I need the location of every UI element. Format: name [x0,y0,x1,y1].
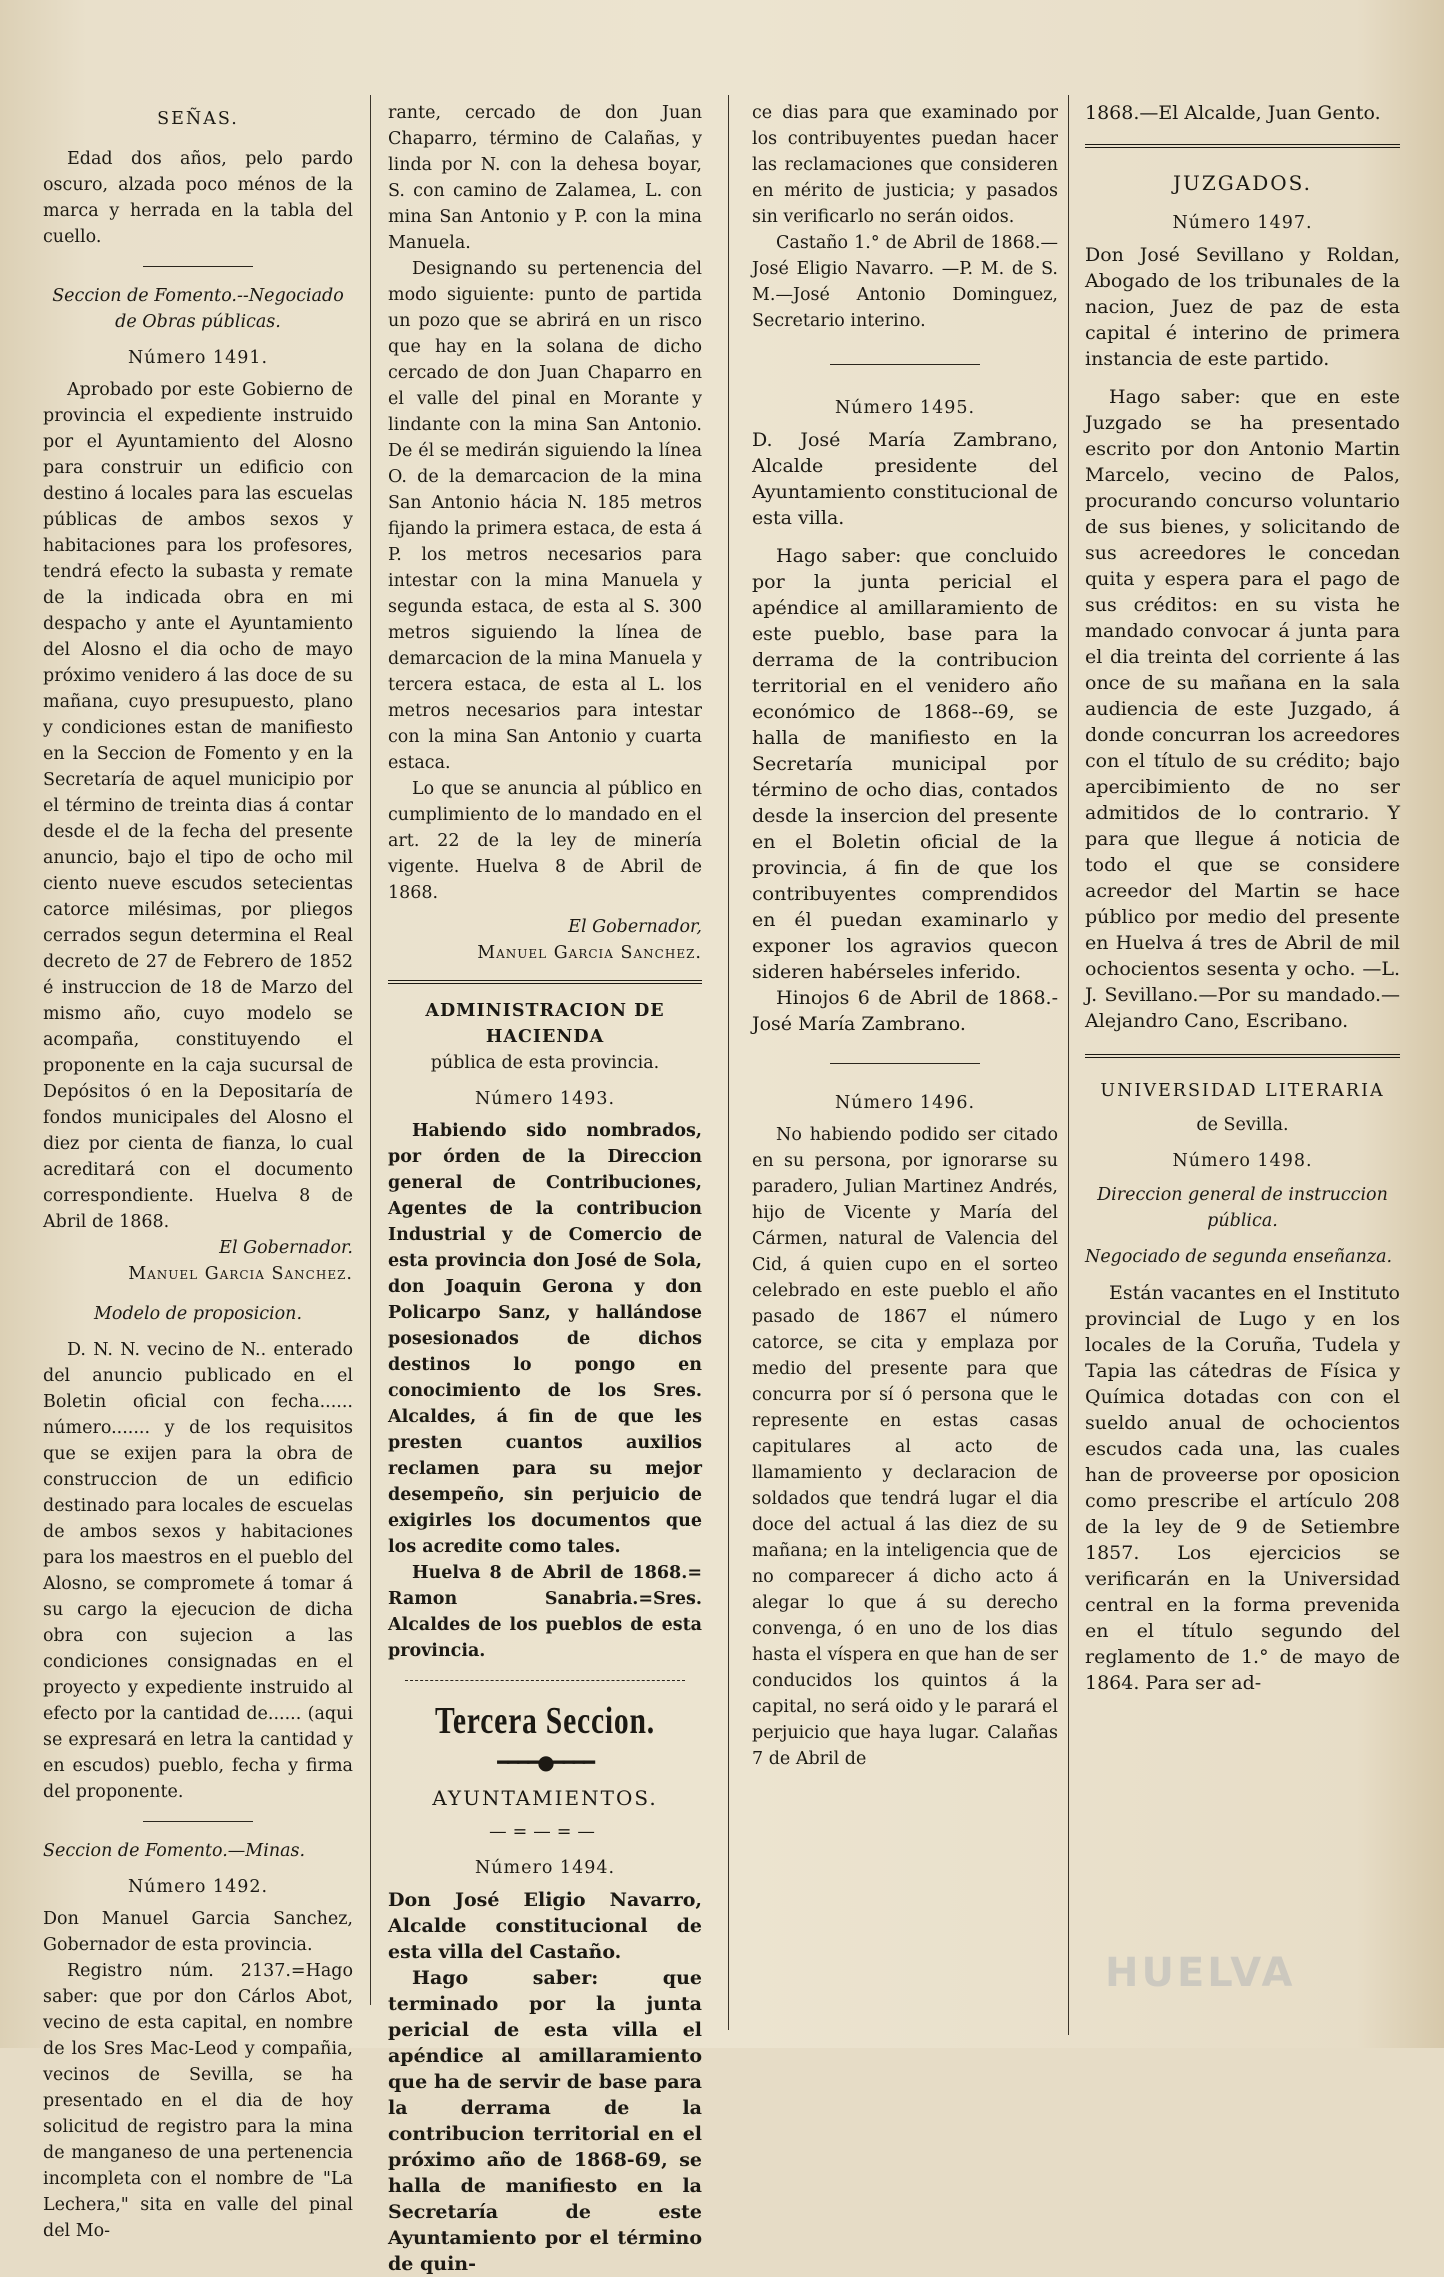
universidad-title: UNIVERSIDAD LITERARIA [1100,1081,1385,1101]
notice-number-1496: Número 1496. [834,1093,976,1113]
notice-1492-head: Don Manuel Garcia Sanchez, Gobernador de esta provincia. [43,1909,353,1955]
column-2 [388,100,702,2275]
column-rule-3 [1068,95,1069,2035]
notice-number-1494: Número 1494. [474,1858,616,1878]
notice-1495-text: Hago saber: que concluido por la junta pericial el apéndice al amillaramiento de este pueblo, base para la derrama de la contribucion territorial en el venidero año económico de 1868--69, se halla de manifiesto en la Secretaría municipal por término de ocho dias, contados desde la insercion del presente en el Boletin oficial de la provincia, á fin de que los contribuyentes comprendidos en él puedan examinarlo y exponer los agravios quecon sideren habérseles inferido. [752,545,1058,983]
section-divider [1085,144,1400,148]
notice-1493-text: Habiendo sido nombrados, por órden de la Direccion general de Contribuciones, Agentes de la contribucion Industrial y de Comercio de esta provincia don José de Sola, don Joaquin Gerona y don Policarpo Sanz, y hallándose posesionados de dichos destinos lo pongo en conocimiento de los Sres. Alcaldes, á fin de que les presten cuantos auxilios reclamen para su mejor desempeño, sin perjuicio de exigirles los documentos que los acredite como tales. [388,1121,702,1557]
tercera-seccion-title: Tercera Seccion. [435,1700,655,1742]
ornament-divider: ━━━━●━━━━ [497,1750,593,1774]
divider [830,1063,980,1064]
signature-title: El Gobernador. [219,1238,353,1258]
notice-1497-text: Hago saber: que en este Juzgado se ha presentado escrito por don Antonio Martin Marcelo, vecino de Palos, procurando concurso voluntario de sus bienes, y solicitando de sus acreedores le concedan quita y espera para el pago de sus créditos: en su vista he mandado convocar á junta para el dia treinta del corriente á las once de su mañana en la sala audiencia de este Juzgado, á donde concurran los acreedores con el título de su crédito; bajo apercibimiento de no ser admitidos de lo contrario. Y para que llegue á noticia de todo el que se considere acreedor del Martin se hace público por medio del presente en Huelva á tres de Abril de mil ochocientos sesenta y ocho. —L. J. Sevillano.—Por su mandado.—Alejandro Cano, Escribano. [1085,386,1400,1032]
notice-number-1492: Número 1492. [127,1877,269,1897]
signature-name: Manuel Garcia Sanchez. [128,1264,353,1284]
senas-text: Edad dos años, pelo pardo oscuro, alzada poco ménos de la marca y herrada en la tabla del cuello. [43,149,353,247]
notice-number-1491: Número 1491. [127,348,269,368]
ayuntamientos-title: AYUNTAMIENTOS. [432,1786,658,1810]
signature-title: El Gobernador, [568,917,702,937]
juzgados-title: JUZGADOS. [1173,171,1312,195]
admin-hacienda-subtitle: pública de esta provincia. [430,1053,660,1073]
notice-number-1497: Número 1497. [1172,213,1313,233]
notice-1494-head: Don José Eligio Navarro, Alcalde constitucional de esta villa del Castaño. [388,1889,702,1963]
column-4 [1085,100,1400,2030]
column-1 [43,100,353,2241]
notice-1492-text: Registro núm. 2137.=Hago saber: que por don Cárlos Abot, vecino de esta capital, en nombre de los Sres Mac-Leod y compañia, vecinos de Sevilla, se ha presentado en el dia de hoy solicitud de registro para la mina de manganeso de una pertenencia incompleta con el nombre de "La Lechera," sita en valle del pinal del Mo- [43,1961,353,2241]
divider [143,266,253,267]
divider [143,1821,253,1822]
notice-1496-continued: 1868.—El Alcalde, Juan Gento. [1085,102,1381,124]
column-3 [752,100,1058,2030]
section-fomento-obras: Seccion de Fomento.--Negociado de Obras públicas. [52,286,344,332]
notice-1495-head: D. José María Zambrano, Alcalde presidente del Ayuntamiento constitucional de esta villa. [752,429,1058,529]
negociado: Negociado de segunda enseñanza. [1085,1247,1393,1267]
notice-1495-text-b: Hinojos 6 de Abril de 1868.-José María Zambrano. [752,987,1058,1035]
divider [830,364,980,365]
section-divider [388,980,702,984]
notice-1494-text: Hago saber: que terminado por la junta pericial de esta villa el apéndice al amillaramiento que ha de servir de base para la derrama de la contribucion territorial en el próximo año de 1868-69, se halla de manifiesto en la Secretaría de este Ayuntamiento por el término de quin- [388,1967,702,2275]
admin-hacienda-title: ADMINISTRACION DE HACIENDA [425,1001,665,1047]
notice-1491-text: Aprobado por este Gobierno de provincia el expediente instruido por el Ayuntamiento del Alosno para construir un edificio con destino á locales para las escuelas públicas de ambos sexos y habitaciones para los profesores, tendrá efecto la subasta y remate de la indicada obra en mi despacho y ante el Ayuntamiento del Alosno el dia ocho de mayo próximo venidero á las doce de su mañana, cuyo presupuesto, plano y condiciones estan de manifiesto en la Seccion de Fomento y en la Secretaría de aquel municipio por el término de treinta dias á contar desde el de la fecha del presente anuncio, bajo el tipo de ocho mil ciento nueve escudos setecientas catorce milésimas, por pliegos cerrados segun determina el Real decreto de 27 de Febrero de 1852 é instruccion de 18 de Marzo del mismo año, cuyo modelo se acompaña, constituyendo el proponente en la caja sucursal de Depósitos ó en la Depositaría de fondos municipales del Alosno el diez por cienta de fianza, lo cual acreditará con el documento correspondiente. Huelva 8 de Abril de 1868. [43,380,353,1232]
section-fomento-minas: Seccion de Fomento.—Minas. [43,1841,306,1861]
notice-number-1493: Número 1493. [474,1089,616,1109]
notice-1494-continued: ce dias para que examinado por los contribuyentes puedan hacer las reclamaciones que consideren en mérito de justicia; y pasados sin verificarlo no serán oidos. [752,103,1058,227]
notice-number-1495: Número 1495. [834,398,976,418]
notice-1492-text-b: Designando su pertenencia del modo siguiente: punto de partida un pozo que se abrirá en un risco que hay en la solana de dicho cercado de don Juan Chaparro en el valle del pinal en Morante y lindante con la mina San Antonio. De él se medirán siguiendo la línea O. de la demarcacion de la mina San Antonio hácia N. 185 metros fijando la primera estaca, de esta á P. los metros necesarios para intestar con la mina Manuela y segunda estaca, de esta al S. 300 metros siguiendo la línea de demarcacion de la mina Manuela y tercera estaca, de esta al L. los metros necesarios para intestar con la mina San Antonio y cuarta estaca. [388,259,702,773]
ornament-dots: —=—=— [489,1822,601,1842]
section-divider [1085,1054,1400,1058]
divider [405,1680,685,1681]
notice-1497-head: Don José Sevillano y Roldan, Abogado de los tribunales de la nacion, Juez de paz de esta capital é interino de primera instancia de este partido. [1085,244,1400,370]
column-rule-2 [728,95,729,2030]
notice-1492-continued: rante, cercado de don Juan Chaparro, término de Calañas, y linda por N. con la dehesa boyar, S. con camino de Zalamea, L. con mina San Antonio y P. con la mina Manuela. [388,103,702,253]
notice-number-1498: Número 1498. [1172,1151,1313,1171]
library-watermark: HUELVA [1105,1950,1296,1996]
signature-name: Manuel Garcia Sanchez. [477,943,702,963]
senas-title: SEÑAS. [157,109,239,129]
notice-1498-text: Están vacantes en el Instituto provincial de Lugo y en los locales de la Coruña, Tudela y Tapia las cátedras de Física y Química dotadas con con el sueldo anual de ochocientos escudos cada una, las cuales han de proveerse por oposicion como prescribe el artículo 208 de la ley de 9 de Setiembre 1857. Los ejercicios se verificarán en la Universidad central en la forma prevenida en el título segundo del reglamento de 1.° de mayo de 1864. Para ser ad- [1085,1282,1400,1694]
modelo-text: D. N. N. vecino de N.. enterado del anuncio publicado en el Boletin oficial con fecha...... número....... y de los requisitos que se exijen para la obra de construccion de un edificio destinado para locales de escuelas de ambos sexos y habitaciones para los maestros en el pueblo del Alosno, se compromete á tomar á su cargo la ejecucion de dicha obra con sujecion a las condiciones consignadas en el proyecto y expediente instruido al efecto por la cantidad de...... (aqui se expresará en letra la cantidad y en escudos) pueblo, fecha y firma del proponente. [43,1340,353,1802]
universidad-subtitle: de Sevilla. [1196,1115,1289,1135]
notice-1492-text-c: Lo que se anuncia al público en cumplimiento de lo mandado en el art. 22 de la ley de minería vigente. Huelva 8 de Abril de 1868. [388,779,702,903]
notice-1493-text-b: Huelva 8 de Abril de 1868.= Ramon Sanabria.=Sres. Alcaldes de los pueblos de esta provincia. [388,1563,702,1661]
notice-1494-text-b: Castaño 1.° de Abril de 1868.—José Eligio Navarro. —P. M. de S. M.—José Antonio Dominguez, Secretario interino. [752,233,1058,331]
notice-1496-text: No habiendo podido ser citado en su persona, por ignorarse su paradero, Julian Martinez Andrés, hijo de Vicente y María del Cármen, natural de Valencia del Cid, á quien cupo en el sorteo celebrado en este pueblo el año pasado de 1867 el número catorce, se cita y emplaza por medio del presente para que concurra por sí ó persona que le represente en estas casas capitulares al acto de llamamiento y declaracion de soldados que tendrá lugar el dia doce del actual á las diez de su mañana; en la inteligencia que de no comparecer á dicho acto á alegar lo que á su derecho convenga, ó en uno de los dias hasta el víspera en que han de ser conducidos los quintos á la capital, no será oido y le parará el perjuicio que haya lugar. Calañas 7 de Abril de [752,1125,1058,1769]
column-rule-1 [370,95,371,2005]
direccion-general: Direccion general de instruccion pública. [1097,1185,1388,1231]
modelo-title: Modelo de proposicion. [93,1304,303,1324]
